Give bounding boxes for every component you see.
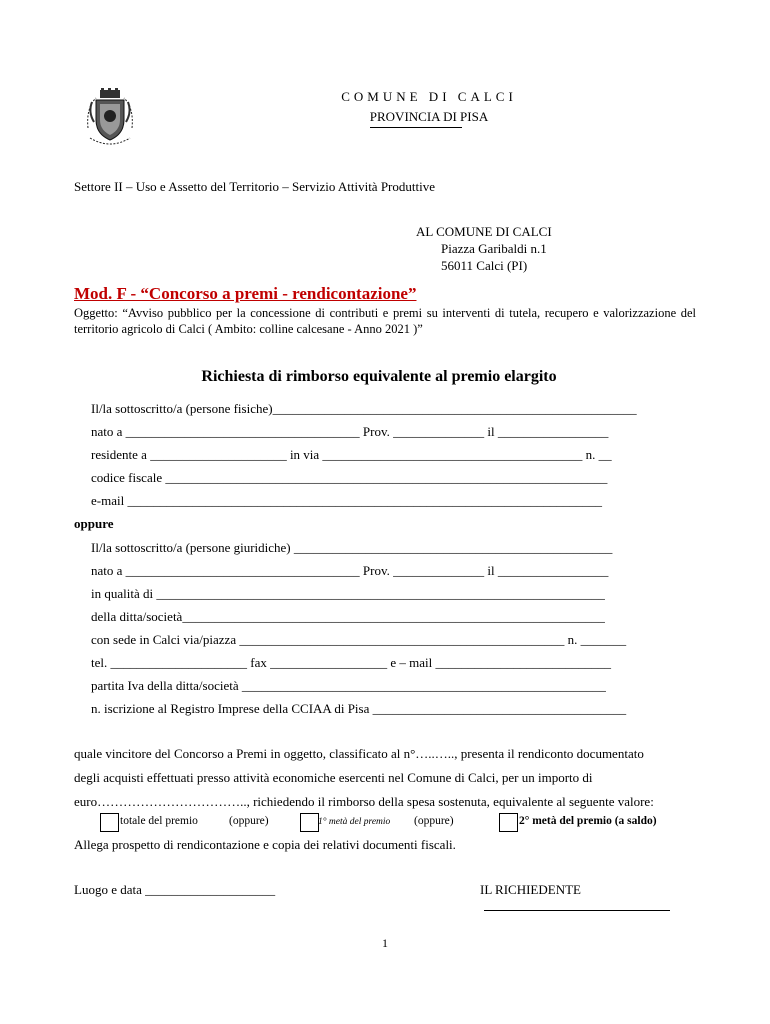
field-text: nato a ____________________________________ Prov. ______________ il _________________ xyxy=(91,563,609,578)
body-line-3: euro…………………………….., richiedendo il rimborso della spesa sostenuta, equivalente al seguente valore: xyxy=(74,794,654,809)
checkbox-seconda-meta[interactable] xyxy=(499,813,518,832)
checkbox-totale[interactable] xyxy=(100,813,119,832)
signature-line[interactable] xyxy=(484,910,670,911)
page-number: 1 xyxy=(382,936,388,950)
field-text: in qualità di _____________________________________________________________________ xyxy=(91,586,605,601)
option-totale-label: totale del premio xyxy=(120,815,198,827)
provincia-title: PROVINCIA DI PISA xyxy=(369,109,489,124)
header-divider xyxy=(370,127,462,128)
field-sede[interactable] xyxy=(91,632,626,648)
field-residente[interactable] xyxy=(91,447,612,463)
field-partita-iva[interactable] xyxy=(91,678,606,694)
field-text: partita Iva della ditta/società ________________________________________________________ xyxy=(91,678,606,693)
field-text: e-mail _________________________________________________________________________ xyxy=(91,493,602,508)
option-oppure-1: (oppure) xyxy=(229,815,269,827)
field-text: codice fiscale ____________________________________________________________________ xyxy=(91,470,608,485)
option-prima-meta-label: 1° metà del premio xyxy=(318,817,391,827)
recipient-line-2: Piazza Garibaldi n.1 xyxy=(441,241,547,256)
field-sottoscritto-giuridiche[interactable] xyxy=(91,540,612,556)
field-qualita[interactable] xyxy=(91,586,605,602)
comune-title: COMUNE DI CALCI xyxy=(341,89,517,104)
field-registro-imprese[interactable] xyxy=(91,701,626,717)
body-line-1: quale vincitore del Concorso a Premi in oggetto, classificato al n°…..….., presenta il rendiconto documentato xyxy=(74,746,644,761)
recipient-line-1: AL COMUNE DI CALCI xyxy=(416,224,552,239)
option-seconda-meta-label: 2° metà del premio (a saldo) xyxy=(519,815,657,827)
field-text: nato a ____________________________________ Prov. ______________ il _________________ xyxy=(91,424,609,439)
field-text: n. iscrizione al Registro Imprese della CCIAA di Pisa _______________________________________ xyxy=(91,701,627,716)
field-tel-fax-email[interactable] xyxy=(91,655,611,671)
field-text: con sede in Calci via/piazza __________________________________________________ n. _______ xyxy=(91,632,627,647)
module-title: Mod. F - “Concorso a premi - rendicontazione” xyxy=(74,284,417,303)
field-text: della ditta/società_________________________________________________________________ xyxy=(91,609,605,624)
field-text: tel. _____________________ fax __________________ e – mail ___________________________ xyxy=(91,655,611,670)
allega-text: Allega prospetto di rendicontazione e copia dei relativi documenti fiscali. xyxy=(74,837,456,852)
richiedente-label: IL RICHIEDENTE xyxy=(480,882,581,897)
oppure-label: oppure xyxy=(74,516,114,531)
oggetto-text: Oggetto: “Avviso pubblico per la concessione di contributi e premi su interventi di tutela, recupero e valorizzazione del territorio agricolo di Calci ( Ambito: colline calcesane - Anno 2021 )” xyxy=(74,306,696,336)
form-heading: Richiesta di rimborso equivalente al premio elargito xyxy=(201,368,557,385)
field-email[interactable] xyxy=(91,493,602,509)
field-text: Il/la sottoscritto/a (persone fisiche)________________________________________________________ xyxy=(91,401,637,416)
luogo-data-field[interactable]: Luogo e data ____________________ xyxy=(74,882,276,897)
settore-line: Settore II – Uso e Assetto del Territorio – Servizio Attività Produttive xyxy=(74,179,435,194)
field-sottoscritto-fisiche[interactable] xyxy=(91,401,637,417)
checkbox-prima-meta[interactable] xyxy=(300,813,319,832)
option-oppure-2: (oppure) xyxy=(414,815,454,827)
field-ditta[interactable] xyxy=(91,609,605,625)
field-nato-giuridiche[interactable] xyxy=(91,563,608,579)
field-nato-fisiche[interactable] xyxy=(91,424,608,440)
body-line-2: degli acquisti effettuati presso attività economiche esercenti nel Comune di Calci, per un importo di xyxy=(74,770,593,785)
field-codice-fiscale[interactable] xyxy=(91,470,607,486)
field-text: residente a _____________________ in via ________________________________________ n. __ xyxy=(91,447,612,462)
recipient-line-3: 56011 Calci (PI) xyxy=(441,258,528,273)
field-text: Il/la sottoscritto/a (persone giuridiche) _________________________________________________ xyxy=(91,540,613,555)
